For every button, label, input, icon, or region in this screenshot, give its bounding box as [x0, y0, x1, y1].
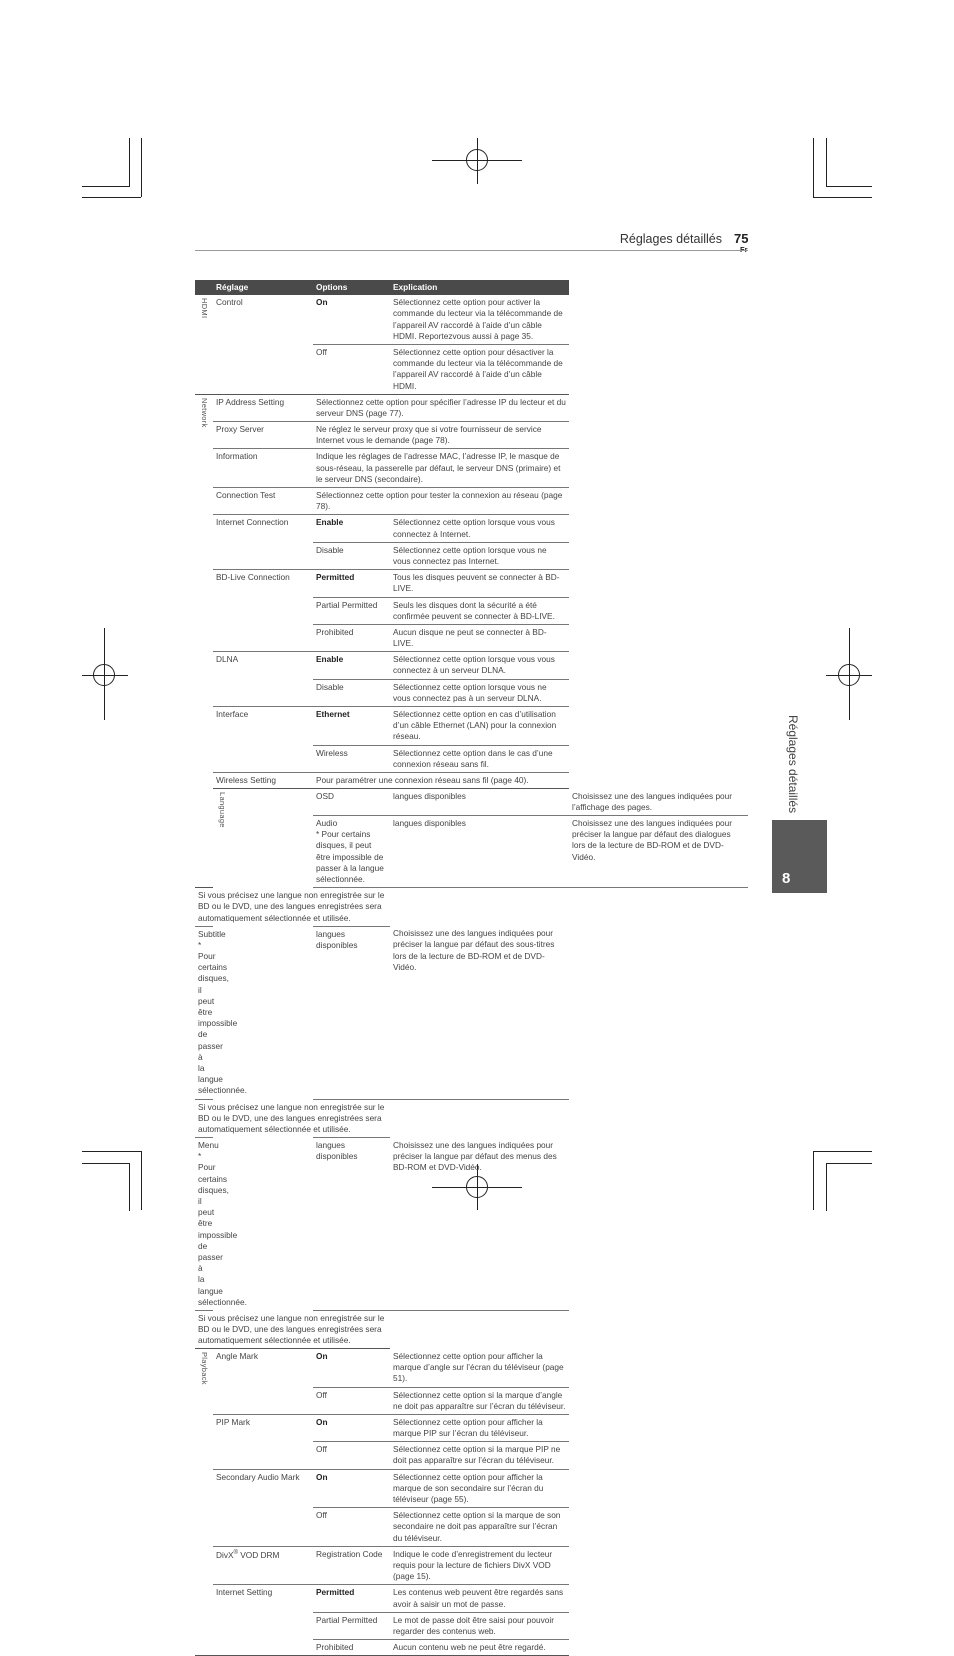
chapter-number: 8	[782, 870, 791, 887]
option: On	[313, 1349, 390, 1387]
divx-label: DivX	[216, 1549, 234, 1560]
setting-name: Proxy Server	[213, 422, 313, 449]
option: Disable	[313, 679, 390, 706]
option: Disable	[313, 542, 390, 569]
option: Off	[313, 1442, 390, 1469]
settings-table	[195, 280, 748, 1656]
explanation: Sélectionnez cette option pour tester la connexion au réseau (page 78).	[313, 488, 569, 515]
option: Enable	[313, 652, 390, 679]
explanation: Sélectionnez cette option lorsque vous vous connectez à Internet.	[390, 515, 569, 542]
setting-name-divx	[213, 1546, 313, 1585]
header-rule	[195, 250, 748, 251]
explanation: Sélectionnez cette option si la marque d’angle ne doit pas apparaître sur l’écran du téléviseur.	[390, 1387, 569, 1414]
option: langues disponibles	[313, 926, 390, 1099]
setting-name: DLNA	[213, 652, 313, 707]
chapter-tab	[772, 820, 827, 893]
table-row	[195, 295, 748, 344]
setting-name: Secondary Audio Mark	[213, 1469, 313, 1546]
explanation: Indique les réglages de l’adresse MAC, l’adresse IP, le masque de sous-réseau, la passerelle par défaut, le serveur DNS (primaire) et le serveur DNS (secondaire).	[313, 449, 569, 488]
section-language	[213, 789, 313, 1349]
table-row	[195, 1469, 748, 1508]
table-row	[195, 1546, 748, 1585]
explanation: Sélectionnez cette option en cas d’utilisation d’un câble Ethernet (LAN) pour la connexion réseau.	[390, 707, 569, 746]
setting-name: Information	[213, 449, 313, 488]
explanation: Choisissez une des langues indiquées pour préciser la langue par défaut des dialogues lors de la lecture de BD-ROM et de DVD-Vidéo.	[569, 816, 748, 888]
setting-note: * Pour certains disques, il peut être impossible de passer à la langue sélectionnée.	[198, 939, 247, 1096]
option: Permitted	[313, 1585, 390, 1612]
explanation: Choisissez une des langues indiquées pour l’affichage des pages.	[569, 789, 748, 816]
explanation: Sélectionnez cette option lorsque vous ne vous connectez pas Internet.	[390, 542, 569, 569]
footnote: Si vous précisez une langue non enregistrée sur le BD ou le DVD, une des langues enregistrées sera automatiquement sélectionnée et utilisée.	[195, 1310, 390, 1349]
explanation: Choisissez une des langues indiquées pour préciser la langue par défaut des menus des BD-ROM et DVD-Vidéo.	[390, 1138, 569, 1311]
explanation: Tous les disques peuvent se connecter à BD-LIVE.	[390, 570, 569, 597]
footnote: Si vous précisez une langue non enregistrée sur le BD ou le DVD, une des langues enregistrées sera automatiquement sélectionnée et utilisée.	[195, 1099, 390, 1138]
explanation: Sélectionnez cette option lorsque vous vous connectez à un serveur DLNA.	[390, 652, 569, 679]
section-hdmi	[195, 295, 213, 394]
page-number: 75	[734, 231, 749, 246]
explanation: Sélectionnez cette option si la marque PIP ne doit pas apparaître sur l’écran du téléviseur.	[390, 1442, 569, 1469]
header-explanation: Explication	[390, 280, 569, 295]
explanation: Le mot de passe doit être saisi pour pouvoir regarder des contenus web.	[390, 1612, 569, 1639]
section-network	[195, 394, 213, 887]
section-label: Network	[200, 397, 210, 428]
divx-suffix: VOD DRM	[237, 1549, 280, 1560]
setting-name: Interface	[213, 707, 313, 773]
table-row	[195, 1585, 748, 1612]
table-row	[195, 488, 748, 515]
setting-name: BD-Live Connection	[213, 570, 313, 652]
explanation: Sélectionnez cette option pour activer la commande du lecteur via la télécommande de l’appareil AV raccordé à l’aide d’un câble HDMI. Reportezvous aussi à page 35.	[390, 295, 569, 344]
explanation: Sélectionnez cette option lorsque vous ne vous connectez pas à un serveur DLNA.	[390, 679, 569, 706]
table-row	[195, 515, 748, 542]
setting-name: Subtitle	[198, 928, 226, 939]
table-row	[195, 1349, 748, 1387]
setting-name: Wireless Setting	[213, 772, 313, 788]
header-blank	[195, 280, 213, 295]
explanation: Sélectionnez cette option pour spécifier l’adresse IP du lecteur et du serveur DNS (page 77).	[313, 394, 569, 421]
option: Enable	[313, 515, 390, 542]
option: Registration Code	[313, 1546, 390, 1585]
explanation: Aucun disque ne peut se connecter à BD-LIVE.	[390, 624, 569, 651]
setting-note: * Pour certains disques, il peut être impossible de passer à la langue sélectionnée.	[198, 1151, 247, 1307]
explanation: Sélectionnez cette option pour afficher la marque de son secondaire sur l’écran du téléviseur (page 55).	[390, 1469, 569, 1508]
option: langues disponibles	[313, 1138, 390, 1311]
table-row	[195, 449, 748, 488]
explanation: Sélectionnez cette option pour afficher la marque PIP sur l’écran du téléviseur.	[390, 1414, 569, 1441]
setting-name: Connection Test	[213, 488, 313, 515]
setting-cell	[195, 1138, 247, 1311]
option: Ethernet	[313, 707, 390, 746]
setting-name: Control	[213, 295, 313, 394]
setting-cell	[313, 816, 390, 888]
option: On	[313, 1414, 390, 1441]
section-playback	[195, 1349, 213, 1656]
table-row	[195, 707, 748, 746]
option: Wireless	[313, 745, 390, 772]
option: Off	[313, 344, 390, 394]
option: langues disponibles	[390, 816, 569, 888]
option: Partial Permitted	[313, 1612, 390, 1639]
table-row	[195, 652, 748, 679]
explanation: Les contenus web peuvent être regardés sans avoir à saisir un mot de passe.	[390, 1585, 569, 1612]
option: Permitted	[313, 570, 390, 597]
option: Prohibited	[313, 624, 390, 651]
setting-name: Menu	[198, 1140, 219, 1151]
option: Partial Permitted	[313, 597, 390, 624]
setting-name: OSD	[313, 789, 390, 816]
header-options: Options	[313, 280, 390, 295]
setting-name: Audio	[316, 818, 338, 828]
header-setting: Réglage	[213, 280, 313, 295]
footnote: Si vous précisez une langue non enregistrée sur le BD ou le DVD, une des langues enregistrées sera automatiquement sélectionnée et utilisée.	[195, 888, 390, 927]
option: Prohibited	[313, 1640, 390, 1656]
section-label: Language	[218, 792, 228, 828]
explanation: Indique le code d’enregistrement du lecteur requis pour la lecture de fichiers DivX VOD (page 15).	[390, 1546, 569, 1585]
explanation: Sélectionnez cette option pour désactiver la commande du lecteur via la télécommande de l’appareil AV raccordé à l’aide d’un câble HDMI.	[390, 344, 569, 394]
table-row	[195, 789, 748, 816]
table-header-row	[195, 280, 748, 295]
option: Off	[313, 1508, 390, 1547]
table-row	[195, 772, 748, 788]
option: On	[313, 1469, 390, 1508]
setting-name: Internet Setting	[213, 1585, 313, 1656]
option: Off	[313, 1387, 390, 1414]
page-header-title: Réglages détaillés	[619, 232, 722, 246]
option: langues disponibles	[390, 789, 569, 816]
registered-mark: ®	[233, 1549, 238, 1556]
table-row	[195, 1414, 748, 1441]
explanation: Aucun contenu web ne peut être regardé.	[390, 1640, 569, 1656]
explanation: Choisissez une des langues indiquées pour préciser la langue par défaut des sous-titres lors de la lecture de BD-ROM et de DVD-Vidéo.	[390, 926, 569, 1099]
setting-name: Internet Connection	[213, 515, 313, 570]
explanation: Seuls les disques dont la sécurité a été confirmée peuvent se connecter à BD-LIVE.	[390, 597, 569, 624]
table-row	[195, 422, 748, 449]
setting-note: * Pour certains disques, il peut être impossible de passer à la langue sélectionnée.	[316, 829, 384, 884]
explanation: Sélectionnez cette option si la marque de son secondaire ne doit pas apparaître sur l’écran du téléviseur.	[390, 1508, 569, 1547]
explanation: Sélectionnez cette option dans le cas d’une connexion réseau sans fil.	[390, 745, 569, 772]
side-chapter-title-text: Réglages détaillés	[786, 715, 800, 814]
side-chapter-title	[778, 715, 812, 815]
setting-name: Angle Mark	[213, 1349, 313, 1414]
explanation: Pour paramétrer une connexion réseau sans fil (page 40).	[313, 772, 569, 788]
explanation: Ne réglez le serveur proxy que si votre fournisseur de service Internet vous le demande (page 78).	[313, 422, 569, 449]
table-row	[195, 394, 748, 421]
section-label: Playback	[200, 1352, 210, 1386]
table-row	[195, 570, 748, 597]
setting-name: PIP Mark	[213, 1414, 313, 1469]
setting-name: IP Address Setting	[213, 394, 313, 421]
option: On	[313, 295, 390, 344]
setting-cell	[195, 926, 247, 1099]
section-label: HDMI	[200, 298, 210, 319]
explanation: Sélectionnez cette option pour afficher la marque d’angle sur l’écran du téléviseur (page 51).	[390, 1349, 569, 1387]
